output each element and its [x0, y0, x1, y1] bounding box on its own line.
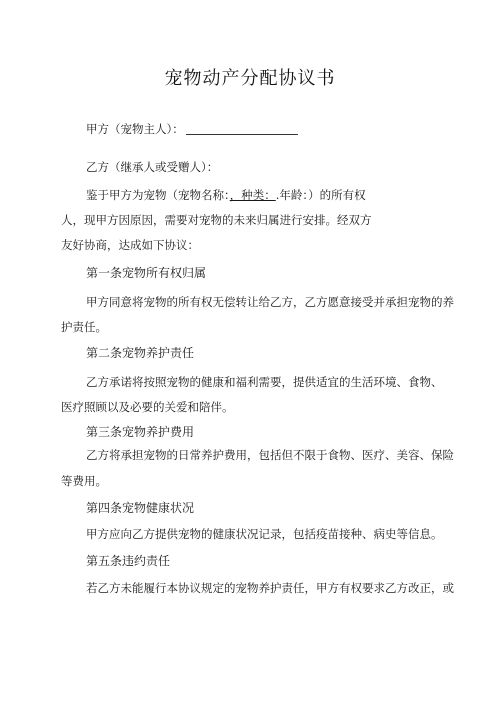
- section-2-text-cont: 医疗照顾以及必要的关爱和陪伴。: [61, 400, 234, 414]
- intro-text-c: .: [275, 188, 280, 202]
- party-a-label: 甲方（宠物主人）：: [86, 122, 184, 136]
- section-4-heading: 第四条宠物健康状况: [86, 501, 195, 515]
- section-1-text-cont: 护责任。: [61, 320, 107, 334]
- intro-text-d: 年龄：）的所有权: [279, 188, 366, 202]
- section-2-text: 乙方承诺将按照宠物的健康和福利需要，提供适宜的生活环境、食物、: [86, 375, 443, 389]
- section-3-text-cont: 等费用。: [61, 474, 107, 488]
- intro-line-3: 友好协商，达成如下协议：: [61, 238, 199, 252]
- section-2-heading: 第二条宠物养护责任: [86, 346, 195, 360]
- section-3-text: 乙方将承担宠物的日常养护费用，包括但不限于食物、医疗、美容、保险: [86, 448, 454, 462]
- section-1-heading: 第一条宠物所有权归属: [86, 266, 207, 280]
- party-b-label: 乙方（继承人或受赠人）：: [86, 160, 219, 174]
- intro-text-a: 鉴于甲方为宠物（宠物名称：: [86, 188, 230, 202]
- intro-text-b: ，种类：: [229, 188, 276, 202]
- section-4-text: 甲方应向乙方提供宠物的健康状况记录，包括疫苗接种、病史等信息。: [86, 527, 443, 541]
- section-5-heading: 第五条违约责任: [86, 554, 171, 568]
- party-a-blank[interactable]: [186, 122, 298, 135]
- intro-line-1: [86, 187, 366, 203]
- party-a-line: [86, 121, 298, 137]
- document-title: 宠物动产分配协议书: [164, 68, 336, 89]
- section-3-heading: 第三条宠物养护费用: [86, 425, 195, 439]
- section-5-text: 若乙方未能履行本协议规定的宠物养护责任，甲方有权要求乙方改正，或: [86, 581, 454, 595]
- section-1-text: 甲方同意将宠物的所有权无偿转让给乙方，乙方愿意接受并承担宠物的养: [86, 295, 454, 309]
- intro-line-2: 人，现甲方因原因，需要对宠物的未来归属进行安排。经双方: [61, 213, 372, 227]
